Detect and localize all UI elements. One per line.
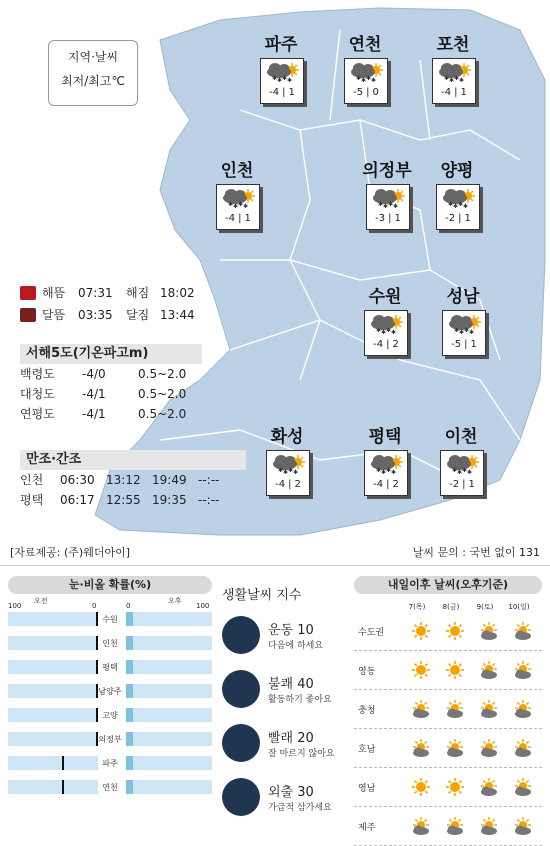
city-name: 이천 [444, 427, 478, 447]
island-name: 연평도 [20, 407, 55, 421]
city-card [362, 160, 412, 228]
svg-text:✱: ✱ [356, 75, 362, 82]
prob-title: 눈·비올 확률(%) [8, 576, 212, 594]
forecast-day: 9(토) [476, 603, 494, 611]
cloud-sun-icon [472, 660, 506, 680]
tide-title: 만조·간조 [20, 450, 246, 470]
precipitation-probability [8, 576, 212, 804]
pm-bar [126, 756, 212, 770]
city-name: 연천 [348, 35, 382, 55]
cloud-sun-icon [472, 816, 506, 836]
forecast-region: 영동 [358, 666, 376, 677]
forecast-day: 10(일) [508, 603, 530, 611]
tide-time-1: 06:30 [60, 473, 95, 487]
forecast-day: 7(목) [408, 603, 426, 611]
index-item [222, 662, 344, 716]
city-temperature [217, 212, 259, 226]
cloud-snow-sun-icon [440, 187, 476, 211]
cloud-sun-icon [472, 777, 506, 797]
forecast-day: 8(금) [442, 603, 460, 611]
forecast-row [354, 807, 542, 846]
forecast-region: 호남 [358, 744, 376, 755]
city-weather-box [436, 184, 480, 230]
temp-separator: | [388, 213, 392, 224]
outing-icon [222, 778, 260, 816]
city-name: 양평 [440, 161, 474, 181]
laundry-icon [222, 724, 260, 762]
pm-label: 오후 [168, 597, 182, 605]
index-name: 외출 30 [268, 785, 314, 800]
index-desc: 가급적 삼가세요 [268, 803, 332, 813]
city-weather-box [442, 310, 486, 356]
city-weather-box [216, 184, 260, 230]
forecast-row [354, 729, 542, 768]
cloud-sun-icon [438, 738, 472, 758]
forecast-row [354, 690, 542, 729]
sea-row [20, 404, 202, 424]
pm-value-fill [126, 708, 133, 722]
city-min-temp: -3 [375, 213, 386, 224]
svg-text:✱: ✱ [391, 469, 397, 476]
sunrise-time: 07:31 [78, 286, 113, 300]
sunset-time: 18:02 [160, 286, 195, 300]
city-weather-box [266, 450, 310, 496]
city-name: 성남 [446, 287, 480, 307]
inquiry-text: 날씨 문의 : 국번 없이 131 [412, 546, 540, 559]
city-temperature [367, 212, 409, 226]
moonset-time: 13:44 [160, 308, 195, 322]
city-temperature [443, 338, 485, 352]
svg-text:✱: ✱ [243, 203, 249, 210]
pm-bar [126, 780, 212, 794]
index-desc: 잘 마르지 않아요 [268, 749, 335, 759]
cloud-snow-sun-icon [446, 313, 482, 337]
city-min-temp: -4 [441, 87, 452, 98]
scale-0-right: 0 [126, 602, 131, 610]
wave-height: 0.5~2.0 [138, 387, 187, 401]
svg-text:✱: ✱ [449, 77, 455, 84]
pm-value-fill [126, 612, 133, 626]
svg-text:✱: ✱ [381, 469, 387, 476]
prob-row [8, 612, 212, 634]
cloud-sun-icon [506, 699, 540, 719]
temp-separator: | [366, 87, 370, 98]
city-min-temp: -4 [269, 87, 280, 98]
svg-text:✱: ✱ [378, 201, 384, 208]
sun-icon [404, 621, 438, 641]
pm-value-fill [126, 636, 133, 650]
temp-separator: | [458, 213, 462, 224]
city-temperature [365, 338, 407, 352]
wave-height: 0.5~2.0 [138, 367, 187, 381]
cloud-snow-sun-icon [348, 61, 384, 85]
forecast-row [354, 612, 542, 651]
index-title: 생활날씨 지수 [222, 588, 302, 603]
cloud-sun-icon [404, 738, 438, 758]
svg-text:✱: ✱ [457, 469, 463, 476]
moonset-label: 달짐 [126, 308, 150, 322]
city-card [212, 160, 262, 228]
svg-text:✱: ✱ [464, 327, 470, 334]
cloud-sun-icon [506, 777, 540, 797]
am-bar [8, 780, 98, 794]
temp-separator: | [238, 213, 242, 224]
prob-region: 파주 [102, 759, 118, 768]
city-min-temp: -4 [373, 479, 384, 490]
temp-separator: | [462, 479, 466, 490]
city-name: 평택 [368, 427, 402, 447]
svg-text:✱: ✱ [386, 327, 392, 334]
forecast-days [354, 594, 542, 612]
cloud-snow-sun-icon [368, 453, 404, 477]
pm-value-fill [126, 660, 133, 674]
temp-separator: | [454, 87, 458, 98]
forecast-title: 내일이후 날씨(오후기준) [354, 576, 542, 594]
city-max-temp: 1 [470, 339, 477, 350]
city-weather-box [364, 450, 408, 496]
sun-moon-times [20, 282, 195, 326]
pm-value-fill [126, 756, 133, 770]
sun-icon [438, 777, 472, 797]
forecast-row [354, 768, 542, 807]
city-weather-box [260, 58, 304, 104]
city-name: 화성 [270, 427, 304, 447]
am-bar [8, 612, 98, 626]
svg-text:✱: ✱ [388, 201, 394, 208]
am-value-marker [62, 756, 64, 770]
tide-table [20, 450, 246, 510]
svg-text:✱: ✱ [283, 469, 289, 476]
island-name: 백령도 [20, 367, 55, 381]
cloud-snow-sun-icon [370, 187, 406, 211]
am-bar [8, 636, 98, 650]
svg-text:✱: ✱ [463, 203, 469, 210]
city-name: 의정부 [362, 161, 412, 181]
svg-text:✱: ✱ [277, 77, 283, 84]
svg-text:✱: ✱ [386, 467, 392, 474]
sea-row [20, 364, 202, 384]
svg-text:✱: ✱ [233, 203, 239, 210]
forecast-region: 제주 [358, 822, 376, 833]
svg-text:✱: ✱ [453, 203, 459, 210]
svg-text:✱: ✱ [459, 77, 465, 84]
cloud-snow-sun-icon [444, 453, 480, 477]
weekly-forecast [354, 576, 542, 846]
city-max-temp: 1 [288, 87, 295, 98]
wave-height: 0.5~2.0 [138, 407, 187, 421]
index-item [222, 770, 344, 824]
sea-row [20, 384, 202, 404]
index-item [222, 716, 344, 770]
svg-text:✱: ✱ [381, 329, 387, 336]
city-max-temp: 1 [468, 479, 475, 490]
temp-separator: | [386, 479, 390, 490]
prob-region: 인천 [102, 639, 118, 648]
am-bar [8, 684, 98, 698]
moonrise-time: 03:35 [78, 308, 113, 322]
city-weather-box [432, 58, 476, 104]
tide-time-4: --:-- [198, 473, 220, 487]
forecast-region: 충청 [358, 705, 376, 716]
svg-text:✱: ✱ [288, 467, 294, 474]
city-temperature [365, 478, 407, 492]
divider [0, 565, 550, 566]
pm-bar [126, 684, 212, 698]
index-name: 운동 10 [268, 623, 314, 638]
cloud-sun-icon [506, 621, 540, 641]
city-max-temp: 2 [392, 339, 399, 350]
city-weather-box [344, 58, 388, 104]
city-name: 수원 [368, 287, 402, 307]
cloud-sun-icon [472, 621, 506, 641]
prob-region: 평택 [102, 663, 118, 672]
cloud-sun-icon [472, 699, 506, 719]
svg-text:✱: ✱ [293, 469, 299, 476]
city-max-temp: 2 [294, 479, 301, 490]
moonrise-label: 달뜸 [42, 308, 66, 322]
svg-text:✱: ✱ [452, 467, 458, 474]
svg-text:✱: ✱ [371, 77, 377, 84]
prob-region: 수원 [102, 615, 118, 624]
svg-text:✱: ✱ [361, 77, 367, 84]
sun-icon [404, 660, 438, 680]
city-temperature [437, 212, 479, 226]
island-temp: -4/1 [82, 407, 106, 421]
svg-text:✱: ✱ [462, 467, 468, 474]
tide-time-2: 12:55 [106, 493, 141, 507]
moonrise-icon [20, 308, 36, 322]
tide-place: 평택 [20, 493, 44, 507]
map-legend [48, 40, 138, 106]
prob-row [8, 780, 212, 802]
temp-separator: | [464, 339, 468, 350]
cloud-snow-sun-icon [264, 61, 300, 85]
cloud-sun-icon [472, 738, 506, 758]
svg-text:✱: ✱ [448, 201, 454, 208]
sea-forecast [20, 344, 202, 424]
prob-region: 의정부 [98, 735, 122, 744]
city-temperature [267, 478, 309, 492]
svg-text:✱: ✱ [458, 201, 464, 208]
svg-text:✱: ✱ [238, 201, 244, 208]
prob-region: 고양 [102, 711, 118, 720]
forecast-region: 영남 [358, 783, 376, 794]
cloud-snow-sun-icon [220, 187, 256, 211]
legend-temp-label: 최저/최고℃ [61, 74, 125, 88]
city-card [262, 426, 312, 494]
svg-text:✱: ✱ [272, 75, 278, 82]
scale-100-right: 100 [196, 602, 210, 610]
am-value-marker [62, 780, 64, 794]
am-label: 오전 [34, 597, 48, 605]
city-card [432, 160, 482, 228]
city-max-temp: 0 [372, 87, 379, 98]
am-bar [8, 660, 98, 674]
svg-text:✱: ✱ [376, 327, 382, 334]
cloud-sun-icon [404, 816, 438, 836]
city-card [360, 426, 410, 494]
city-weather-box [364, 310, 408, 356]
index-item [222, 608, 344, 662]
forecast-row [354, 651, 542, 690]
city-name: 포천 [436, 35, 470, 55]
tide-time-3: 19:49 [152, 473, 187, 487]
city-name: 파주 [264, 35, 298, 55]
scale-100-left: 100 [8, 602, 22, 610]
am-bar [8, 756, 98, 770]
city-max-temp: 1 [244, 213, 251, 224]
city-min-temp: -2 [449, 479, 460, 490]
prob-row [8, 636, 212, 658]
city-min-temp: -4 [275, 479, 286, 490]
svg-text:✱: ✱ [459, 329, 465, 336]
city-card [340, 34, 390, 102]
prob-row [8, 684, 212, 706]
svg-text:✱: ✱ [393, 203, 399, 210]
svg-text:✱: ✱ [228, 201, 234, 208]
index-desc: 활동하기 좋아요 [268, 695, 332, 705]
cloud-sun-icon [404, 699, 438, 719]
city-name: 인천 [220, 161, 254, 181]
sun-icon [438, 621, 472, 641]
tide-row [20, 490, 246, 510]
city-min-temp: -4 [373, 339, 384, 350]
index-name: 빨래 20 [268, 731, 314, 746]
city-max-temp: 2 [392, 479, 399, 490]
city-temperature [433, 86, 475, 100]
index-name: 불쾌 40 [268, 677, 314, 692]
pm-bar [126, 732, 212, 746]
city-min-temp: -2 [445, 213, 456, 224]
temp-separator: | [282, 87, 286, 98]
tide-time-3: 19:35 [152, 493, 187, 507]
city-temperature [261, 86, 303, 100]
pm-bar [126, 708, 212, 722]
svg-text:✱: ✱ [454, 327, 460, 334]
prob-row [8, 732, 212, 754]
pm-value-fill [126, 780, 133, 794]
temp-separator: | [386, 339, 390, 350]
prob-row [8, 660, 212, 682]
city-min-temp: -4 [225, 213, 236, 224]
city-min-temp: -5 [451, 339, 462, 350]
city-temperature [441, 478, 483, 492]
sun-icon [404, 777, 438, 797]
island-temp: -4/0 [82, 367, 106, 381]
prob-region: 남양주 [98, 687, 122, 696]
city-weather-box [366, 184, 410, 230]
svg-text:✱: ✱ [287, 77, 293, 84]
city-card [436, 426, 486, 494]
scale-0-left: 0 [92, 602, 97, 610]
tide-time-1: 06:17 [60, 493, 95, 507]
island-name: 대청도 [20, 387, 55, 401]
sunset-label: 해짐 [126, 286, 150, 300]
tide-row [20, 470, 246, 490]
city-max-temp: 1 [464, 213, 471, 224]
city-max-temp: 1 [394, 213, 401, 224]
svg-text:✱: ✱ [366, 75, 372, 82]
svg-text:✱: ✱ [444, 75, 450, 82]
tide-time-2: 13:12 [106, 473, 141, 487]
pm-bar [126, 612, 212, 626]
cloud-snow-sun-icon [368, 313, 404, 337]
tide-time-4: --:-- [198, 493, 220, 507]
cloud-sun-icon [506, 738, 540, 758]
exercise-icon [222, 616, 260, 654]
am-bar [8, 708, 98, 722]
pm-bar [126, 636, 212, 650]
city-card [256, 34, 306, 102]
cloud-sun-icon [438, 699, 472, 719]
svg-text:✱: ✱ [391, 329, 397, 336]
sea-title: 서해5도(기온파고m) [20, 344, 202, 364]
sunrise-icon [20, 286, 36, 300]
discomfort-icon [222, 670, 260, 708]
city-card [438, 286, 488, 354]
cloud-sun-icon [506, 816, 540, 836]
cloud-snow-sun-icon [270, 453, 306, 477]
cloud-sun-icon [506, 660, 540, 680]
prob-row [8, 756, 212, 778]
svg-text:✱: ✱ [376, 467, 382, 474]
prob-scale [8, 594, 212, 612]
svg-text:✱: ✱ [282, 75, 288, 82]
city-min-temp: -5 [353, 87, 364, 98]
city-card [428, 34, 478, 102]
pm-value-fill [126, 684, 133, 698]
life-weather-index [222, 584, 344, 824]
data-source: [자료제공: (주)웨더아이] [10, 546, 131, 559]
pm-value-fill [126, 732, 133, 746]
city-weather-box [440, 450, 484, 496]
cloud-snow-sun-icon [436, 61, 472, 85]
city-max-temp: 1 [460, 87, 467, 98]
svg-text:✱: ✱ [278, 467, 284, 474]
island-temp: -4/1 [82, 387, 106, 401]
svg-text:✱: ✱ [383, 203, 389, 210]
svg-text:✱: ✱ [454, 75, 460, 82]
legend-region-label: 지역·날씨 [67, 50, 119, 64]
svg-text:✱: ✱ [469, 329, 475, 336]
forecast-region: 수도권 [358, 627, 385, 638]
city-card [360, 286, 410, 354]
prob-region: 연천 [102, 783, 118, 792]
am-bar [8, 732, 98, 746]
pm-bar [126, 660, 212, 674]
cloud-sun-icon [438, 816, 472, 836]
tide-place: 인천 [20, 473, 44, 487]
index-desc: 다음에 하세요 [268, 641, 324, 651]
city-temperature [345, 86, 387, 100]
sun-icon [438, 660, 472, 680]
temp-separator: | [288, 479, 292, 490]
prob-row [8, 708, 212, 730]
svg-text:✱: ✱ [467, 469, 473, 476]
sunrise-label: 해뜸 [42, 286, 66, 300]
